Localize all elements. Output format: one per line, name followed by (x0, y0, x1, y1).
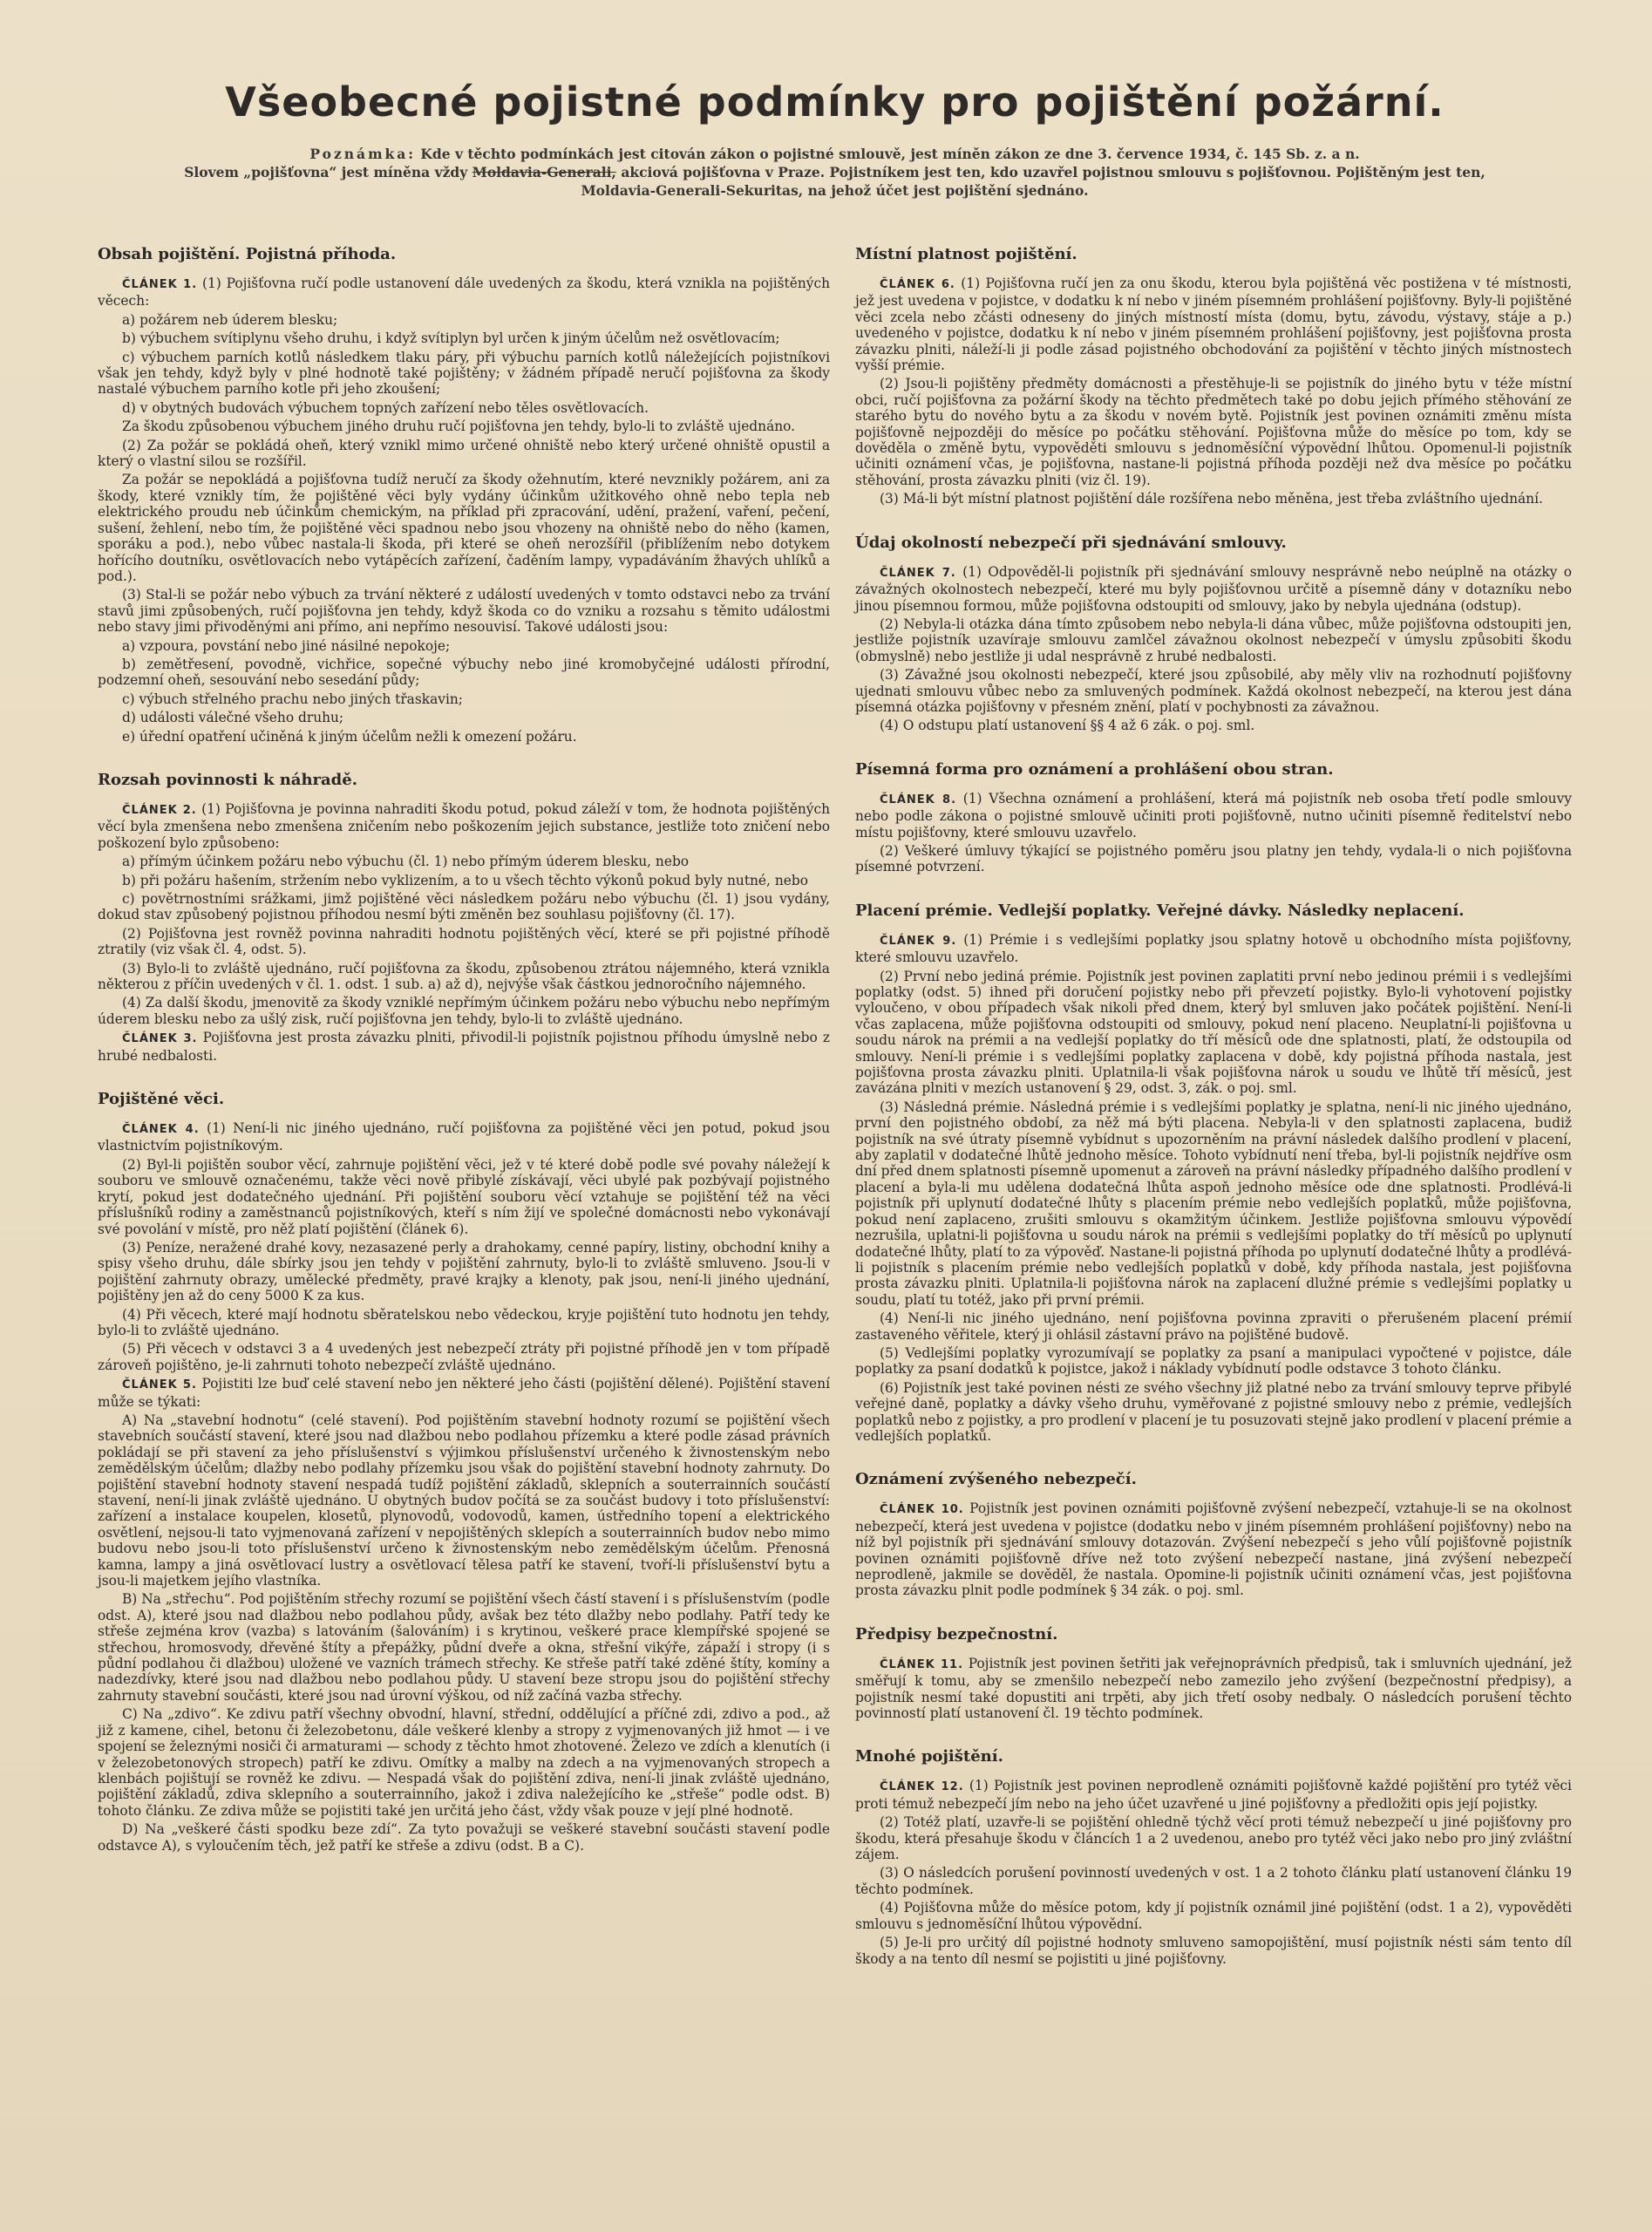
paragraph: a) vzpoura, povstání nebo jiné násilné nepokoje; (122, 637, 451, 654)
paragraph-text: Pojistník jest povinen oznámiti pojišťovně zvýšení nebezpečí, vztahuje-li se na okolnost nebezpečí, která jest uvedena v pojistce (dodatku nebo v jiném písemném prohlášení pojišťovny) nebo na níž byl pojistník při sjednávání smlouvy dotazován. Zvýšení nebezpečí s jeho vůlí pojišťovně pojistník povinen oznámiti pojišťovně dříve než toto zvýšení nebezpečí nastane, jiná zvýšení nebezpečí neprodleně, jakmile se dověděl, že nastala. Opomine-li pojistník učiniti oznámení včas, jest pojišťovna prosta závazku plnit podle podmínek § 34 zák. o poj. sml. (855, 1500, 1572, 1599)
article-number: ČLÁNEK 11. (880, 1657, 964, 1671)
section-heading: Místní platnost pojištění. (855, 245, 1078, 263)
paragraph (98, 1376, 830, 1410)
paragraph: A) Na „stavební hodnotu“ (celé stavení). Pod pojištěním stavební hodnoty rozumí se pojištění všech stavebních součástí stavení, které jsou nad dlažbou nebo podlahou přízemku a které podle zásad právních pokládají se při stavení za jeho příslušenství s výjimkou příslušenství určeného k živnostenským nebo zemědělským účelům; dlažby nebo podlahy přízemku jsou však do pojištění stavební hodnoty zahrnuty. Do pojištění stavební hodnoty stavení nespadá tudíž pojištění základů, sklepních a souterrainních součástí stavení, není-li jinak zvláště ujednáno. U obytných budov počítá se za součást budovy i toto příslušenství: zařízení a instalace koupelen, klosetů, plynovodů, vodovodů, kamen, ústředního topení a elektrického osvětlení, nejsou-li tato vyjmenovaná zařízení v nepojištěných sklepích a souterrainních budov nebo mimo budovu nebo jsou-li toto příslušenství určeno k živnostenským nebo zemědělským účelům. Přenosná kamna, lampy a jiná osvětlovací lustry a osvětlovací tělesa patří ke stavení, tvoří-li příslušenství bytu a jsou-li majetkem jejího vlastníka. (98, 1412, 830, 1589)
paragraph: (3) Má-li být místní platnost pojištění dále rozšířena nebo měněna, jest třeba zvláštního ujednání. (880, 491, 1543, 507)
article-number: ČLÁNEK 2. (122, 803, 197, 817)
document-title: Všeobecné pojistné podmínky pro pojištění požární. (225, 78, 1445, 126)
paragraph-text: Pojistník jest povinen šetřiti jak veřejnoprávních předpisů, tak i smluvních ujednání, jež směřují k tomu, aby se zmenšilo nebezpečí nebo zamezilo jeho zvýšení (bezpečnostní předpisy), a pojistník nesmí také dopustiti ani trpěti, aby jich třetí osoby nedbaly. O následcích porušení těchto povinností platí ustanovení čl. 19 těchto podmínek. (855, 1655, 1572, 1722)
section-heading: Údaj okolností nebezpečí při sjednávání smlouvy. (855, 533, 1287, 552)
section-safety-rules (855, 1625, 1572, 1722)
article-number: ČLÁNEK 9. (880, 934, 957, 948)
paragraph: (2) Veškeré úmluvy týkající se pojistného poměru jsou platny jen tehdy, vydala-li o nich pojišťovna písemné potvrzení. (855, 842, 1572, 875)
article-number: ČLÁNEK 3. (122, 1032, 198, 1046)
paragraph-text: (1) Pojišťovna ručí podle ustanovení dále uvedených za škodu, která vznikla na pojištěných věcech: (98, 276, 830, 310)
paragraph: (2) Totéž platí, uzavře-li se pojištění ohledně týchž věcí proti témuž nebezpečí u jiné pojišťovny pro škodu, která přesahuje škodu v článcích 1 a 2 uvedenou, anebo pro tytéž věci jako nebo pro jiný zvláštní zájem. (855, 1814, 1572, 1863)
paragraph (98, 276, 830, 310)
section-heading: Písemná forma pro oznámení a prohlášení obou stran. (855, 759, 1334, 779)
section-written-form (855, 760, 1572, 875)
paragraph: (4) Není-li nic jiného ujednáno, není pojišťovna povinna zpraviti o přerušeném placení prémií zastaveného věřitele, který ji ohlásil zástavní právo na pojištěné budově. (855, 1310, 1572, 1343)
section-coverage (98, 245, 830, 745)
note-line-1: Kde v těchto podmínkách jest citován zákon o pojistné smlouvě, jest míněn zákon ze dne 3. července 1934, č. 145 Sb. z. a n. (420, 146, 1360, 162)
section-heading: Mnohé pojištění. (855, 1747, 1003, 1766)
paragraph: a) přímým účinkem požáru nebo výbuchu (čl. 1) nebo přímým úderem blesku, nebo (122, 854, 690, 870)
paragraph (855, 791, 1572, 840)
paragraph: (4) Při věcech, které mají hodnotu sběratelskou nebo vědeckou, kryje pojištění tuto hodnotu jen tehdy, bylo-li to zvláště ujednáno. (98, 1306, 830, 1338)
paragraph: (5) Vedlejšími poplatky vyrozumívají se poplatky za psaní a manipulaci vypočtené v pojistce, dále poplatky za psaní dodatků k pojistce, jakož i náklady vybídnutí podle odstavce 3 tohoto článku. (855, 1344, 1572, 1378)
section-heading: Placení prémie. Vedlejší poplatky. Veřejné dávky. Následky neplacení. (855, 901, 1465, 920)
paragraph-text: (1) Není-li nic jiného ujednáno, ručí pojišťovna za pojištěné věci jen potud, pokud jsou vlastnictvím pojistníkovým. (98, 1120, 830, 1154)
paragraph: (3) Bylo-li to zvláště ujednáno, ručí pojišťovna za škodu, způsobenou ztrátou nájemného, která vznikla některou z příčin uvedených v čl. 1. odst. 1 sub. a) až d), nejvýše však částkou jednoročního nájemného. (98, 960, 830, 993)
section-heading: Oznámení zvýšeného nebezpečí. (855, 1470, 1137, 1489)
article-number: ČLÁNEK 8. (880, 793, 957, 806)
paragraph (855, 276, 1572, 373)
article-number: ČLÁNEK 6. (880, 278, 955, 291)
article-number: ČLÁNEK 10. (880, 1503, 964, 1517)
paragraph (98, 1120, 830, 1154)
paragraph: c) výbuchem parních kotlů následkem tlaku páry, při výbuchu parních kotlů náležejících pojistníkovi však jen tehdy, když byly v plné hodnotě také pojištěny; v žádném případě neručí pojišťovna za škody nastalé výbuchem parního kotle při jeho zkoušení; (98, 349, 830, 398)
paragraph: Za škodu způsobenou výbuchem jiného druhu ručí pojišťovna jen tehdy, bylo-li to zvláště ujednáno. (122, 418, 796, 435)
paragraph: c) výbuch střelného prachu nebo jiných třaskavin; (122, 691, 463, 707)
paragraph: b) při požáru hašením, stržením nebo vyklizením, a to u všech těchto výkonů pokud byly nutné, nebo (122, 872, 808, 888)
section-heading: Předpisy bezpečnostní. (855, 1624, 1058, 1643)
paragraph-text: (1) Pojišťovna ručí jen za onu škodu, kterou byla pojištěná věc postižena v té místnosti, jež jest uvedena v pojistce, v dodatku k ní nebo v jiném písemném prohlášení pojišťovny. Byly-li pojištěné věci zcela nebo zčásti odneseny do jiných místností místa (domu, bytu, závodu, výstavy, stáje a p.) uvedeného v pojistce, dodatku k ní nebo v jiném písemném prohlášení pojišťovny, jest pojišťovna prosta závazku plniti, náleží-li ji podle zásad pojistného obchodování za pojištění v těchto jiných místnostech vyšší prémie. (855, 276, 1572, 374)
preliminary-note (115, 145, 1554, 200)
note-line-3b: na jehož účet jest pojištění sjednáno. (807, 182, 1089, 199)
paragraph: d) v obytných budovách výbuchem topných zařízení nebo těles osvětlovacích. (122, 399, 649, 416)
paragraph: (2) Pojišťovna jest rovněž povinna nahraditi hodnotu pojištěných věcí, které se při pojistné příhodě ztratily (viz však čl. 4, odst. 5). (98, 925, 830, 958)
paragraph-text: (1) Prémie i s vedlejšími poplatky jsou splatny hotově u obchodního místa pojišťovny, které smlouvu uzavřelo. (855, 931, 1572, 966)
section-premium-payment (855, 902, 1572, 1445)
paragraph: (3) Peníze, neražené drahé kovy, nezasazené perly a drahokamy, cenné papíry, listiny, obchodní knihy a spisy všeho druhu, dále sbírky jsou jen tehdy v pojištění zahrnuty, bylo-li to zvláště smluveno. Jsou-li v pojištění zahrnuty obrazy, umělecké předměty, pravé krajky a klenoty, pak jsou, není-li jiného ujednání, pojištěny jen až do ceny 5000 K za kus. (98, 1239, 830, 1304)
article-number: ČLÁNEK 7. (880, 566, 956, 580)
paragraph: (4) Za další škodu, jmenovitě za škody vzniklé nepřímým účinkem požáru nebo výbuchu nebo nepřímým úderem blesku nebo za ušlý zisk, ručí pojišťovna jen tehdy, bylo-li to zvláště ujednáno. (98, 995, 830, 1027)
paragraph: d) události válečné všeho druhu; (122, 710, 344, 726)
paragraph (855, 1656, 1572, 1722)
paragraph: (6) Pojistník jest také povinen nésti ze svého všechny již platné nebo za trvání smlouvy teprve přibylé veřejné daně, poplatky a dávky všeho druhu, vyměřované z pojistné smlouvy nebo z prémie, vedlejších poplatků nebo z pojistky, a pro prodlení v placení je tu posuzovati stejně jako prodlení v placení prémie a vedlejších poplatků. (855, 1379, 1572, 1444)
paragraph: D) Na „veškeré části spodku beze zdí“. Za tyto považuji se veškeré stavební součásti stavení podle odstavce A), s vyloučením těch, jež patří ke střeše a zdivu (odst. B a C). (98, 1821, 830, 1854)
paragraph: (2) Za požár se pokládá oheň, který vznikl mimo určené ohniště nebo který určené ohniště opustil a který o vlastní silou se rozšířil. (98, 437, 830, 470)
note-label: Poznámka: (309, 146, 416, 162)
note-line-2b: akciová pojišťovna v Praze. Pojistníkem jest ten, kdo uzavřel pojistnou smlouvu s pojišťovnou. Pojištěným jest ten, (621, 164, 1485, 180)
paragraph: (3) O následcích porušení povinností uvedených v ost. 1 a 2 tohoto článku platí ustanovení článku 19 těchto podmínek. (855, 1865, 1572, 1897)
section-local-validity (855, 245, 1572, 507)
paragraph: C) Na „zdivo“. Ke zdivu patří všechny obvodní, hlavní, střední, oddělující a příčné zdi, zdivo a pod., až již z kamene, cihel, betonu či železobetonu, dále veškeré klenby a stropy z vyjmenovaných již hmot — i ve spojení se železnými nosiči či armaturami — schody z těchto hmot zhotovené. Železo ve zdích a klenutích (i v železobetonových stropech) patří ke zdivu. Omítky a malby na zdech a na vyjmenovaných stropech a klenbách pojištují se rovněž ke zdivu. — Nespadá však do pojištění zdiva, není-li jinak zvláště ujednáno, pojištění základů, zdiva sklepního a souterrainního, jakož i zdiva naležejícího ke „střeše“ podle odst. B) tohoto článku. Ze zdiva může se pojistiti také jen určitá jeho část, vždy však pouze v její plné hodnotě. (98, 1706, 830, 1819)
paragraph (855, 1778, 1572, 1812)
section-heading: Obsah pojištění. Pojistná příhoda. (98, 245, 397, 263)
paragraph: (3) Následná prémie. Následná prémie i s vedlejšími poplatky je splatna, není-li nic jiného ujednáno, první den pojistného období, za něž má býti placena. Nebyla-li v den splatnosti zaplacena, budiž pojistník na své útraty písemně vybídnut s upozorněním na právní následek dalšího prodlení v placení, aby zaplatil v dodatečné lhůtě jednoho měsíce. Tohoto vybídnutí není třeba, byl-li pojistník nejdříve osm dní před dnem splatnosti písemně upomenut a zároveň na právní následky případného dalšího prodlení v placení a byla-li mu udělena dodatečná lhůta aspoň jednoho měsíce ode dne splatnosti. Prodlévá-li pojistník při uplynutí dodatečné lhůty s placením prémie nebo vedlejších poplatků, může pojišťovna, pokud není zaplaceno, zrušiti smlouvu s okamžitým účinkem. Jestliže pojišťovna smlouvu výpovědí nezrušila, uplatni-li pojišťovna u soudu nárok na prémii s vedlejšími poplatky do tří měsíců po uplynutí dodatečné lhůty, platí to za výpověď. Nastane-li pojistná příhoda po uplynutí dodatečné lhůty a prodlévá-li pojistník s placením prémie nebo vedlejších poplatků v době, kdy příhoda nastala, jest pojišťovna prosta závazku plniti. Uplatnila-li pojišťovna nárok na zaplacení dlužné prémie s vedlejšími poplatky u soudu, platí tu totéž, jako při první prémii. (855, 1099, 1572, 1308)
section-indemnity (98, 771, 830, 1064)
paragraph-text: (1) Pojistník jest povinen neprodleně oznámiti pojišťovně každé pojištění pro tytéž věci proti témuž nebezpečí jím nebo na jeho účet uzavřené u jiné pojišťovny a předložiti opis její pojistky. (855, 1778, 1572, 1812)
paragraph: (3) Závažné jsou okolnosti nebezpečí, které jsou způsobilé, aby měly vliv na rozhodnutí pojišťovny ujednati smlouvu vůbec nebo za smluvených podmínek. Každá okolnost nebezpečí, na kterou jest dána písemná otázka pojišťovny v přesném znění, platí v pochybnosti za závažnou. (855, 667, 1572, 715)
section-heading: Pojištěné věci. (98, 1090, 225, 1109)
paragraph: (4) O odstupu platí ustanovení §§ 4 až 6 zák. o poj. sml. (880, 718, 1255, 734)
section-increased-risk (855, 1470, 1572, 1598)
paragraph (98, 1030, 830, 1064)
article-number: ČLÁNEK 12. (880, 1780, 964, 1794)
right-column (855, 245, 1572, 1993)
paragraph-text: (1) Odpověděl-li pojistník při sjednávání smlouvy nesprávně nebo neúplně na otázky o závažných okolnostech nebezpečí, které mu byly pojišťovnou určitě a písemně dány v dotazníku nebo jinou písemnou formou, může pojišťovna odstoupiti od smlouvy, jako by nebyla ujednána (odstup). (855, 563, 1572, 614)
paragraph: b) výbuchem svítiplynu všeho druhu, i když svítiplyn byl určen k jiným účelům než osvětlovacím; (122, 330, 780, 347)
paragraph: (2) První nebo jediná prémie. Pojistník jest povinen zaplatiti první nebo jedinou prémii i s vedlejšími poplatky (odst. 5) ihned při doručení pojistky nebo při převzetí pojistky. Bylo-li vyhotovení pojistky vyloučeno, v obou případech však nikoli před dnem, který byl smluven jako počátek pojištění. Není-li včas zaplacena, může pojišťovna odstoupiti od smlouvy, pokud není placeno. Neuplatní-li pojišťovna u soudu nárok na prémii a na vedlejší poplatky do tří měsíců ode dne splatnosti, platí, že odstoupila od smlouvy. Není-li prémie i s vedlejšími poplatky zaplacena v době, kdy pojistná příhoda nastala, jest pojišťovna prosta závazku plniti. Uplatnila-li však pojišťovna nárok u soudu ve lhůtě tří měsíců, jest zavázána plniti v mezích ustanovení § 29, odst. 3, zák. o poj. sml. (855, 968, 1572, 1097)
paragraph-text: (1) Pojišťovna je povinna nahraditi škodu potud, pokud záleží v tom, že hodnota pojištěných věcí byla zmenšena nebo zmenšena zničením nebo poškozením jejich substance, jestliže toto zničení nebo poškození bylo způsobeno: (98, 800, 830, 851)
left-column (98, 245, 830, 1993)
paragraph: e) úřední opatření učiněná k jiným účelům nežli k omezení požáru. (122, 728, 577, 745)
note-struck-name: Moldavia-Generali, (472, 164, 616, 180)
section-heading: Rozsah povinnosti k náhradě. (98, 770, 357, 789)
section-multiple-insurance (855, 1747, 1572, 1966)
paragraph: (2) Byl-li pojištěn soubor věcí, zahrnuje pojištění věci, jež v té které době podle své povahy náležejí k souboru ve smlouvě označenému, takže věci nově přibylé získávají, věci ubylé pak pozbývají pojistného krytí, pokud jest dodatečného ujednání. Při pojištění souboru věcí vztahuje se pojištění též na věci příslušníků rodiny a zaměstnanců pojistníkových, kteří s ním žijí ve společné domácnosti nebo vykonávají své povolání v místě, pro něž platí pojištění (článek 6). (98, 1156, 830, 1237)
paragraph-text: Pojišťovna jest prosta závazku plniti, přivodil-li pojistník pojistnou příhodu úmyslně nebo z hrubé nedbalosti. (98, 1030, 830, 1064)
paragraph: (5) Je-li pro určitý díl pojistné hodnoty smluveno samopojištění, musí pojistník nésti sám tento díl škody a na tento díl nesmí se pojistiti u jiné pojišťovny. (855, 1935, 1572, 1967)
paragraph-text: Pojistiti lze buď celé stavení nebo jen některé jeho části (pojištění dělené). Pojištění stavení může se týkati: (98, 1376, 830, 1410)
article-number: ČLÁNEK 5. (122, 1378, 197, 1392)
paragraph: (3) Stal-li se požár nebo výbuch za trvání některé z událostí uvedených v tomto odstavci nebo za trvání stavů jimi způsobených, ručí pojišťovna jen tehdy, když škoda co do vzniku a rozsahu s těmito událostmi nebo stavy jimi přivoděnými ani přímo, ani nepřímo nesouvisí. Takové události jsou: (98, 587, 830, 636)
section-risk-disclosure (855, 534, 1572, 734)
paragraph: b) zemětřesení, povodně, vichřice, sopečné výbuchy nebo jiné kromobyčejné události přírodní, podzemní oheň, sesouvání nebo sesedání půdy; (98, 656, 830, 689)
paragraph: (4) Pojišťovna může do měsíce potom, kdy jí pojistník oznámil jiné pojištění (odst. 1 a 2), vypověděti smlouvu s jednoměsíční lhůtou výpovědní. (855, 1900, 1572, 1932)
note-line-2a: Slovem „pojišťovna“ jest míněna vždy (184, 164, 468, 180)
article-number: ČLÁNEK 1. (122, 278, 198, 291)
note-insert-name: Moldavia-Generali-Sekuritas, (581, 182, 804, 199)
paragraph: B) Na „střechu“. Pod pojištěním střechy rozumí se pojištění všech částí stavení i s příslušenstvím (podle odst. A), které jsou nad dlažbou nebo podlahou půdy, avšak bez této dlažby nebo podlahy. Patří tedy ke střeše zejména krov (vazba) s latováním (šalováním) i s krytinou, veškeré prace klempířské spojené se střechou, hromosvody, dřevěné štíty a přepážky, půdní dveře a okna, střešní vikýře, zápaží i stropy (i s půdní podlahou či dlažbou) uložené ve vazních trámech střechy. Ke střeše patří také zděné štíty, komíny a nadezdívky, které jsou nad dlažbou nebo podlahou půdy. U stavení beze stropu jsou do pojištění střechy zahrnuty stavební součásti, které jsou nad úrovní výškou, od níž začíná vazba střechy. (98, 1591, 830, 1704)
paragraph-text: (1) Všechna oznámení a prohlášení, která má pojistník neb osoba třetí podle smlouvy nebo podle zákona o pojistné smlouvě učiniti proti pojišťovně, nutno učiniti písemně ředitelství nebo místu pojišťovny, které smlouvu uzavřelo. (855, 790, 1572, 840)
paragraph (855, 932, 1572, 966)
paragraph (855, 564, 1572, 614)
paragraph: (2) Nebyla-li otázka dána tímto způsobem nebo nebyla-li dána vůbec, může pojišťovna odstoupiti jen, jestliže pojistník uzavíraje smlouvu zamlčel závažnou okolnost nebezpečí v úmyslu způsobiti škodu (obmyslně) nebo jestliže ji udal nesprávně z hrubé nedbalosti. (855, 616, 1572, 664)
paragraph: a) požárem neb úderem blesku; (122, 311, 338, 328)
paragraph (98, 801, 830, 851)
paragraph (855, 1500, 1572, 1598)
paragraph: Za požár se nepokládá a pojišťovna tudíž neručí za škody ožehnutím, které nevznikly požárem, ani za škody, které vznikly tím, že pojištěné věci byly vydány účinkům užitkového ohně nebo tepla neb elektrického proudu neb účinkům chemickým, na příklad při zpracování, udění, pražení, vaření, pečení, sušení, žehlení, nebo tím, že pojištěné věci spadnou nebo jsou vhozeny na ohniště nebo do něho (kamen, sporáku a pod.), nebo vůbec nastala-li škoda, při které se oheň nerozšířil (přiblížením nebo dotykem hořícího doutníku, osvětlovacích nebo vytápěcích zařízení, čaděním lampy, vypadáváním žhavých uhlíků a pod.). (98, 472, 830, 584)
paragraph: (2) Jsou-li pojištěny předměty domácnosti a přestěhuje-li se pojistník do jiného bytu v téže místní obci, ručí pojišťovna za požární škody na těchto předmětech také po dobu jejich přímého stěhování ze starého bytu do nového bytu a za škodu v novém bytě. Pojistník jest povinen oznámiti změnu místa pojišťovně nejpozději do měsíce po počátku stěhování. Pojišťovna může do měsíce po tom, kdy se dověděla o změně bytu, vypověděti smlouvu s jednoměsíční výpovědní lhůtou. Opomenul-li pojistník učiniti oznámení včas, je pojišťovna, nastane-li pojistná příhoda později než dva měsíce po počátku stěhování, prosta závazku plniti (viz čl. 19). (855, 376, 1572, 488)
paragraph: c) povětrnostními srážkami, jimž pojištěné věci následkem požáru nebo výbuchu (čl. 1) jsou vydány, dokud stav způsobený pojistnou příhodou nesmí býti změněn bez souhlasu pojišťovny (čl. 17). (98, 891, 830, 923)
paragraph: (5) Při věcech v odstavci 3 a 4 uvedených jest nebezpečí ztráty při pojistné příhodě jen v tom případě zároveň pojištěno, je-li zahrnuti tohoto nebezpečí zvláště ujednáno. (98, 1341, 830, 1373)
section-insured-items (98, 1090, 830, 1854)
article-number: ČLÁNEK 4. (122, 1123, 200, 1137)
